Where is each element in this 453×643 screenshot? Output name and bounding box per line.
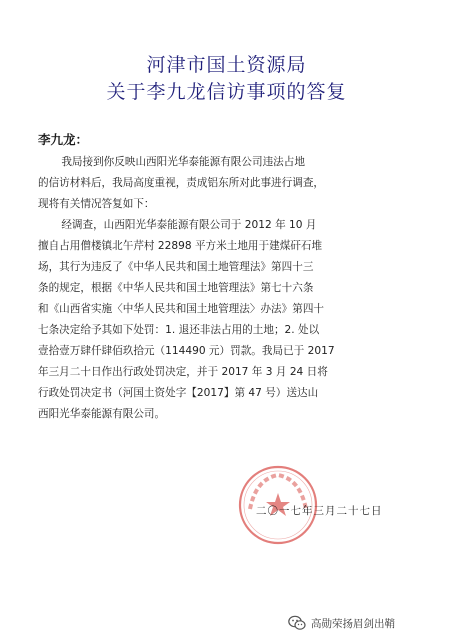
paragraph-2-line: 经调查，山西阳光华泰能源有限公司于 2012 年 10 月	[61, 219, 317, 231]
paragraph-2-line: 条的规定，根据《中华人民共和国土地管理法》第七十六条	[38, 282, 314, 294]
paragraph-2-line: 和《山西省实施〈中华人民共和国土地管理法〉办法》第四十	[38, 303, 325, 315]
paragraph-1-line: 的信访材料后，我局高度重视，责成铝东所对此事进行调查，	[38, 177, 325, 189]
salutation: 李九龙：	[38, 132, 89, 147]
paragraph-1	[38, 152, 418, 215]
paragraph-2-line: 七条决定给予其如下处罚：1. 退还非法占用的土地；2. 处以	[38, 324, 320, 336]
paragraph-2-line: 行政处罚决定书（河国土资处字【2017】第 47 号）送达山	[38, 387, 319, 399]
paragraph-2-line: 壹拾壹万肆仟肆佰玖拾元（114490 元）罚款。我局已于 2017	[38, 345, 335, 357]
paragraph-1-line: 我局接到你反映山西阳光华泰能源有限公司违法占地	[61, 156, 305, 168]
document-title-line1: 河津市国土资源局	[146, 54, 307, 76]
paragraph-2-line: 年三月二十日作出行政处罚决定，并于 2017 年 3 月 24 日将	[38, 366, 328, 378]
paragraph-2-line: 擅自占用僧楼镇北午芹村 22898 平方米土地用于建煤矸石堆	[38, 240, 323, 252]
document-title-line2: 关于李九龙信访事项的答复	[106, 81, 347, 103]
signature-date: 二〇一七年三月二十七日	[256, 505, 383, 517]
paragraph-1-line: 现将有关情况答复如下：	[38, 198, 155, 210]
wechat-icon	[288, 615, 306, 631]
paragraph-2-line: 西阳光华泰能源有限公司。	[38, 408, 166, 420]
paragraph-2	[38, 215, 418, 425]
wechat-account-name: 高勋荣扬眉剑出鞘	[311, 617, 395, 630]
wechat-account-footer	[288, 613, 395, 633]
paragraph-2-line: 场，其行为违反了《中华人民共和国土地管理法》第四十三	[38, 261, 314, 273]
